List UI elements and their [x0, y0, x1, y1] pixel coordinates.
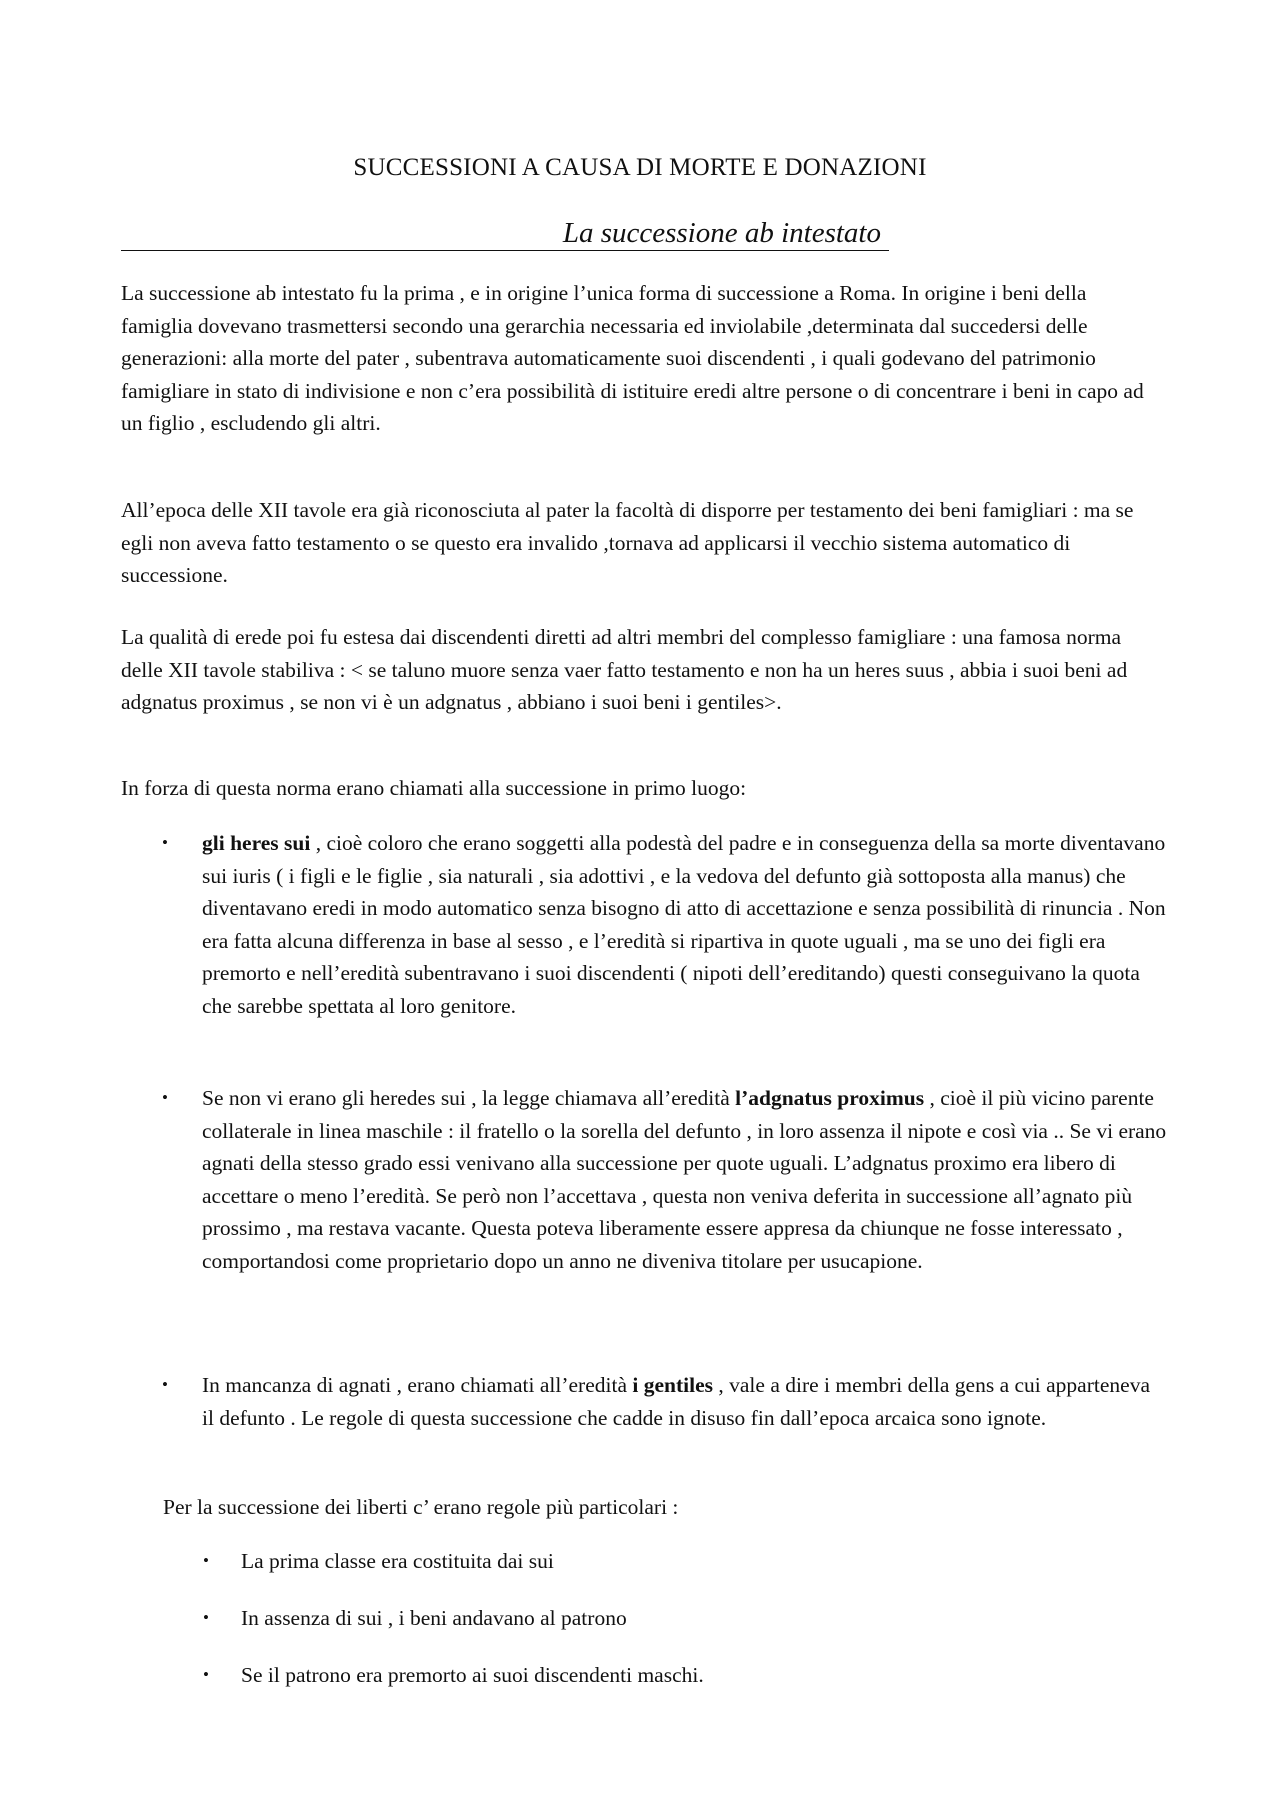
paragraph-qualita-erede: La qualità di erede poi fu estesa dai discendenti diretti ad altri membri del complesso famigliare : una famosa norma delle XII tavole stabiliva : < se taluno muore senza vaer fatto testamento e non ha un heres suus , abbia i suoi beni ad adgnatus proximus , se non vi è un adgnatus , abbiano i suoi beni i gentiles>.: [121, 625, 1128, 715]
document-subtitle: La successione ab intestato: [562, 217, 881, 249]
bullet-icon: •: [203, 1551, 209, 1570]
list-item-heres-sui: • gli heres sui , cioè coloro che erano soggetti alla podestà del padre e in conseguenza della sa morte diventavano sui iuris ( i figli e le figlie , sia naturali , sia adottivi , e la vedova del defunto già sottoposta alla manus) che diventavano eredi in modo automatico senza bisogno di atto di accettazione e senza possibilità di rinuncia . Non era fatta alcuna differenza in base al sesso , e l’eredità si ripartiva in quote uguali , ma se uno dei figli era premorto e nell’eredità subentravano i suoi discendenti ( nipoti dell’ereditando) questi conseguivano la quota che sarebbe spettata al loro genitore.: [202, 827, 1167, 1023]
sub-list-item-prima-classe: • La prima classe era costituita dai sui: [241, 1545, 554, 1578]
bullet-icon: •: [203, 1608, 209, 1627]
sub-list-item-patrono: • In assenza di sui , i beni andavano al patrono: [241, 1602, 627, 1635]
term-adgnatus-proximus: l’adgnatus proximus: [735, 1086, 925, 1110]
bullet-icon: •: [162, 1088, 168, 1107]
paragraph-intro: La successione ab intestato fu la prima , e in origine l’unica forma di successione a Roma. In origine i beni della famiglia dovevano trasmettersi secondo una gerarchia necessaria ed inviolabile ,determinata dal succedersi delle generazioni: alla morte del pater , subentrava automaticamente suoi discendenti , i quali godevano del patrimonio famigliare in stato di indivisione e non c’era possibilità di istituire eredi altre persone o di concentrare i beni in capo ad un figlio , escludendo gli altri.: [121, 281, 1144, 436]
subtitle-underline: [121, 212, 889, 251]
bullet-icon: •: [162, 1375, 168, 1394]
paragraph-primo-luogo: In forza di questa norma erano chiamati alla successione in primo luogo:: [121, 776, 747, 800]
bullet-icon: •: [162, 833, 168, 852]
term-heres-sui: gli heres sui: [202, 831, 311, 855]
paragraph-liberti: Per la successione dei liberti c’ erano regole più particolari :: [163, 1495, 679, 1519]
list-item-gentiles: • In mancanza di agnati , erano chiamati all’eredità i gentiles , vale a dire i membri della gens a cui apparteneva il defunto . Le regole di questa successione che cadde in disuso fin dall’epoca arcaica sono ignote.: [202, 1369, 1167, 1434]
paragraph-xii-tavole: All’epoca delle XII tavole era già riconosciuta al pater la facoltà di disporre per testamento dei beni famigliari : ma se egli non aveva fatto testamento o se questo era invalido ,tornava ad applicarsi il vecchio sistema automatico di successione.: [121, 498, 1134, 588]
sub-list-item-discendenti: • Se il patrono era premorto ai suoi discendenti maschi.: [241, 1659, 704, 1692]
document-title: SUCCESSIONI A CAUSA DI MORTE E DONAZIONI: [353, 154, 927, 181]
term-gentiles: i gentiles: [632, 1373, 714, 1397]
bullet-icon: •: [203, 1665, 209, 1684]
list-item-adgnatus-proximus: • Se non vi erano gli heredes sui , la legge chiamava all’eredità l’adgnatus proximus , cioè il più vicino parente collaterale in linea maschile : il fratello o la sorella del defunto , in loro assenza il nipote e così via .. Se vi erano agnati della stesso grado essi venivano alla successione per quote uguali. L’adgnatus proximo era libero di accettare o meno l’eredità. Se però non l’accettava , questa non veniva deferita in successione all’agnato più prossimo , ma restava vacante. Questa poteva liberamente essere appresa da chiunque ne fosse interessato , comportandosi come proprietario dopo un anno ne diveniva titolare per usucapione.: [202, 1082, 1167, 1278]
